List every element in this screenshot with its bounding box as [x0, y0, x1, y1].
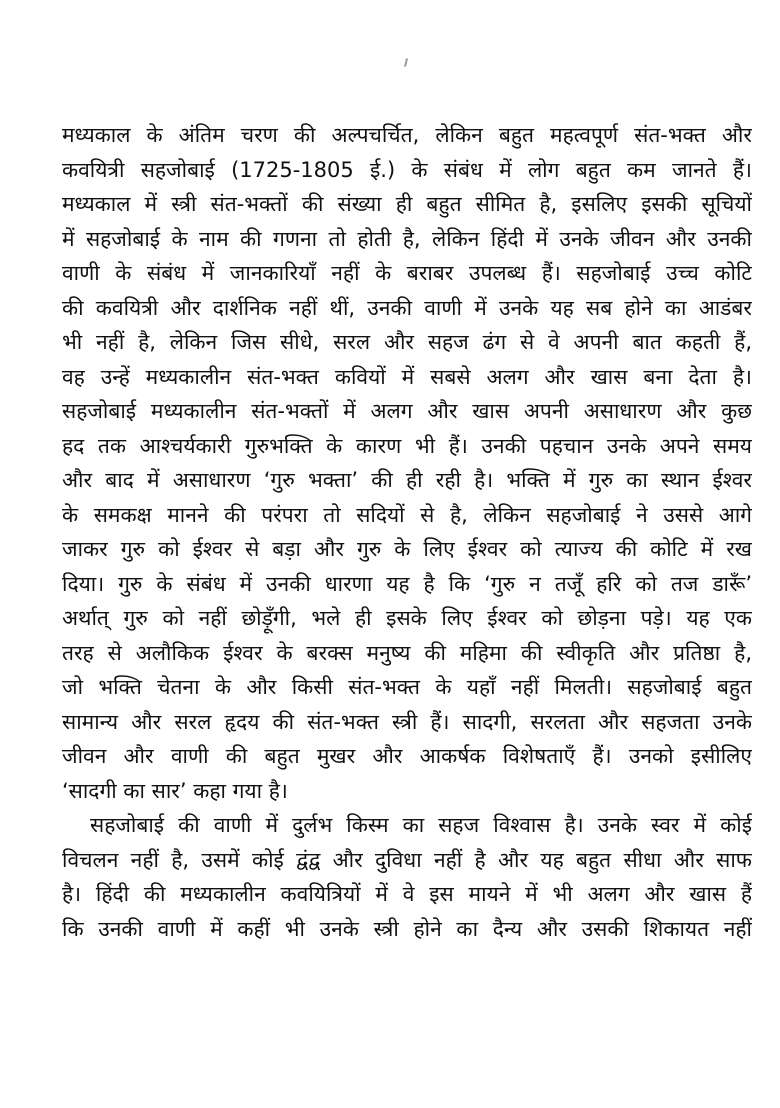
text-line: कि उनकी वाणी में कहीं भी उनके स्त्री होने का दैन्य और उसकी शिकायत नहीं [62, 916, 752, 941]
text-line: के समकक्ष मानने की परंपरा तो सदियों से है, लेकिन सहजोबाई ने उससे आगे [62, 502, 752, 527]
text-line: जो भक्ति चेतना के और किसी संत-भक्त के यहाँ नहीं मिलती। सहजोबाई बहुत [62, 675, 752, 699]
text-line: मध्यकाल के अंतिम चरण की अल्पचर्चित, लेकिन बहुत महत्वपूर्ण संत-भक्त और [62, 123, 752, 147]
text-line: सहजोबाई की वाणी में दुर्लभ किस्म का सहज विश्वास है। उनके स्वर में कोई [90, 813, 752, 837]
body-text [62, 118, 752, 946]
text-line: ‘सादगी का सार’ कहा गया है। [62, 778, 288, 803]
text-line: और बाद में असाधारण ‘गुरु भक्ता’ की ही रही है। भक्ति में गुरु का स्थान ईश्वर [62, 468, 752, 492]
text-line: है। हिंदी की मध्यकालीन कवयित्रियों में वे इस मायने में भी अलग और खास हैं [62, 882, 752, 906]
scan-speck [404, 58, 408, 67]
text-line: वाणी के संबंध में जानकारियाँ नहीं के बराबर उपलब्ध हैं। सहजोबाई उच्च कोटि [62, 261, 752, 285]
text-line: अर्थात् गुरु को नहीं छोड़ूँगी, भले ही इसके लिए ईश्वर को छोड़ना पड़े। यह एक [62, 606, 752, 630]
text-line: वह उन्हें मध्यकालीन संत-भक्त कवियों में सबसे अलग और खास बना देता है। [62, 364, 752, 389]
text-line: जीवन और वाणी की बहुत मुखर और आकर्षक विशेषताएँ हैं। उनको इसीलिए [62, 744, 752, 768]
text-line: सामान्य और सरल हृदय की संत-भक्त स्त्री हैं। सादगी, सरलता और सहजता उनके [62, 709, 752, 734]
text-line: में सहजोबाई के नाम की गणना तो होती है, लेकिन हिंदी में उनके जीवन और उनकी [62, 226, 752, 251]
text-line: भी नहीं है, लेकिन जिस सीधे, सरल और सहज ढंग से वे अपनी बात कहती हैं, [62, 330, 752, 354]
paragraph-1 [62, 118, 752, 808]
text-line: दिया। गुरु के संबंध में उनकी धारणा यह है कि ‘गुरु न तजूँ हरि को तज डारूँ’ [62, 571, 752, 596]
text-line: विचलन नहीं है, उसमें कोई द्वंद्व और दुविधा नहीं है और यह बहुत सीधा और साफ [62, 847, 752, 872]
text-line: तरह से अलौकिक ईश्वर के बरक्स मनुष्य की महिमा की स्वीकृति और प्रतिष्ठा है, [62, 640, 752, 665]
text-line: जाकर गुरु को ईश्वर से बड़ा और गुरु के लिए ईश्वर को त्याज्य की कोटि में रख [62, 537, 752, 561]
text-line: सहजोबाई मध्यकालीन संत-भक्तों में अलग और खास अपनी असाधारण और कुछ [62, 399, 752, 423]
text-line: मध्यकाल में स्त्री संत-भक्तों की संख्या ही बहुत सीमित है, इसलिए इसकी सूचियों [62, 192, 752, 216]
text-line: हद तक आश्चर्यकारी गुरुभक्ति के कारण भी हैं। उनकी पहचान उनके अपने समय [62, 433, 752, 458]
paragraph-2 [62, 808, 752, 946]
text-line: की कवयित्री और दार्शनिक नहीं थीं, उनकी वाणी में उनके यह सब होने का आडंबर [62, 295, 752, 320]
text-line: कवयित्री सहजोबाई (1725-1805 ई.) के संबंध में लोग बहुत कम जानते हैं। [62, 157, 752, 182]
